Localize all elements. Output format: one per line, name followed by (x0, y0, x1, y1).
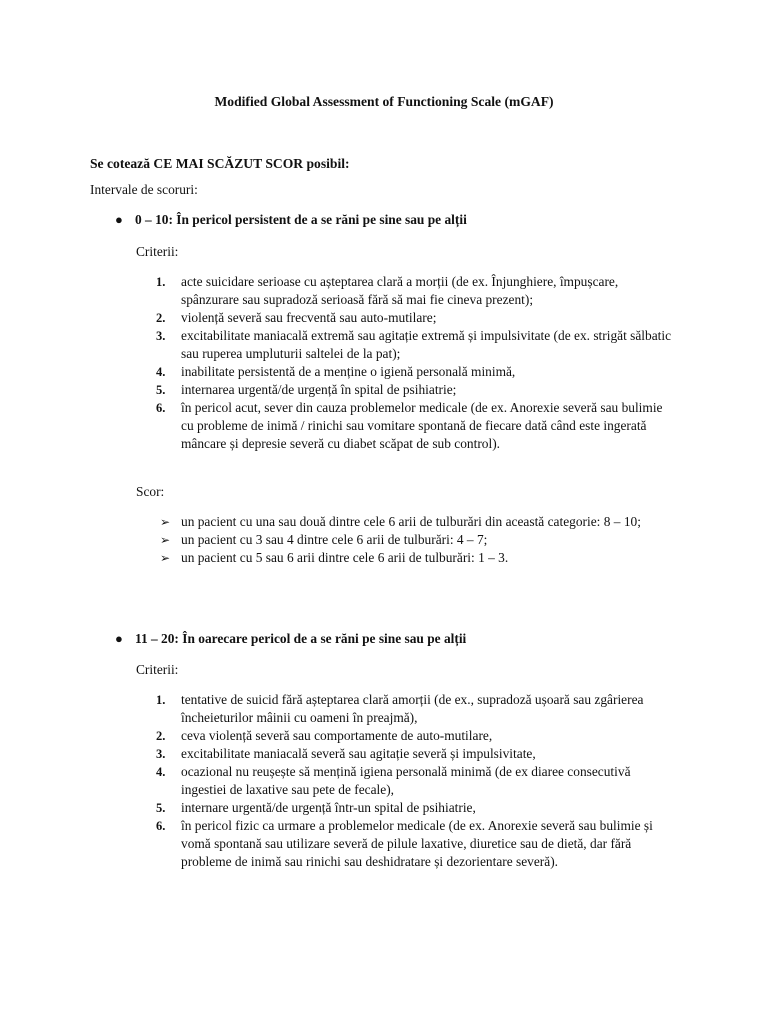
list-number: 2. (156, 311, 166, 325)
list-number: 1. (156, 275, 166, 289)
list-number: 4. (156, 765, 166, 779)
list-item: 1. tentative de suicid fără așteptarea clară amorții (de ex., supradoză ușoară sau zgârierea încheieturilor mâinii cu oameni în preajmă), (156, 692, 644, 725)
list-item: 6. în pericol acut, sever din cauza problemelor medicale (de ex. Anorexie severă sau bulimie cu probleme de inimă / rinichi sau vomitare spontană de fiecare dată când este ingerată mâncare și depresie severă cu diabet scăpat de sub control). (156, 400, 663, 451)
list-item: ➢ un pacient cu una sau două dintre cele 6 arii de tulburări din această categorie: 8 – 10; (160, 514, 641, 529)
list-number: 5. (156, 801, 166, 815)
arrow-bullet-icon: ➢ (160, 515, 171, 529)
list-number: 6. (156, 819, 166, 833)
score-label: Scor: (136, 484, 165, 499)
list-item: 5. internarea urgentă/de urgență în spital de psihiatrie; (156, 382, 457, 397)
list-item: 2. violență severă sau frecventă sau auto-mutilare; (156, 310, 437, 325)
list-item: 1. acte suicidare serioase cu așteptarea clară a morții (de ex. Înjunghiere, împușcare, spânzurare sau supradoză serioasă fără să mai fie cineva prezent); (156, 274, 619, 307)
bullet-icon: ● (115, 631, 123, 646)
criteria-label: Criterii: (136, 244, 179, 259)
list-item: 4. ocazional nu reușește să mențină igiena personală minimă (de ex diaree consecutivă ingestiei de laxative sau pete de fecale), (156, 764, 631, 797)
list-item: 4. inabilitate persistentă de a menține o igienă personală minimă, (156, 364, 516, 379)
criteria-label: Criterii: (136, 662, 179, 677)
criteria-list (136, 273, 676, 453)
intervals-label: Intervale de scoruri: (90, 182, 198, 197)
arrow-bullet-icon: ➢ (160, 533, 171, 547)
section-heading-text: 0 – 10: În pericol persistent de a se răni pe sine sau pe alții (135, 212, 467, 227)
arrow-bullet-icon: ➢ (160, 551, 171, 565)
list-number: 3. (156, 329, 166, 343)
section-heading-text: 11 – 20: În oarecare pericol de a se răni pe sine sau pe alții (135, 631, 467, 646)
scoring-rule: Se cotează CE MAI SCĂZUT SCOR posibil: (90, 156, 350, 171)
list-item: 5. internare urgentă/de urgență într-un spital de psihiatrie, (156, 800, 476, 815)
list-item: ➢ un pacient cu 5 sau 6 arii dintre cele 6 arii de tulburări: 1 – 3. (160, 550, 509, 565)
score-list (160, 513, 680, 567)
section-heading (115, 211, 467, 229)
list-item: 3. excitabilitate maniacală severă sau agitație severă și impulsivitate, (156, 746, 536, 761)
list-number: 2. (156, 729, 166, 743)
document-title: Modified Global Assessment of Functioning Scale (mGAF) (214, 94, 554, 109)
list-number: 6. (156, 401, 166, 415)
list-item: ➢ un pacient cu 3 sau 4 dintre cele 6 arii de tulburări: 4 – 7; (160, 532, 488, 547)
section-heading (115, 630, 466, 648)
list-number: 4. (156, 365, 166, 379)
list-number: 5. (156, 383, 166, 397)
bullet-icon: ● (115, 212, 123, 227)
criteria-list (136, 691, 676, 871)
list-number: 3. (156, 747, 166, 761)
list-number: 1. (156, 693, 166, 707)
list-item: 3. excitabilitate maniacală extremă sau agitație extremă și impulsivitate (de ex. strigăt sălbatic sau ruperea umpluturii saltelei de la pat); (156, 328, 672, 361)
list-item: 6. în pericol fizic ca urmare a problemelor medicale (de ex. Anorexie severă sau bulimie și vomă spontană sau utilizare severă de pilule laxative, diuretice sau de dietă, dar fără probleme de inimă sau rinichi sau deshidratare și dezorientare severă). (156, 818, 653, 869)
list-item: 2. ceva violență severă sau comportamente de auto-mutilare, (156, 728, 493, 743)
